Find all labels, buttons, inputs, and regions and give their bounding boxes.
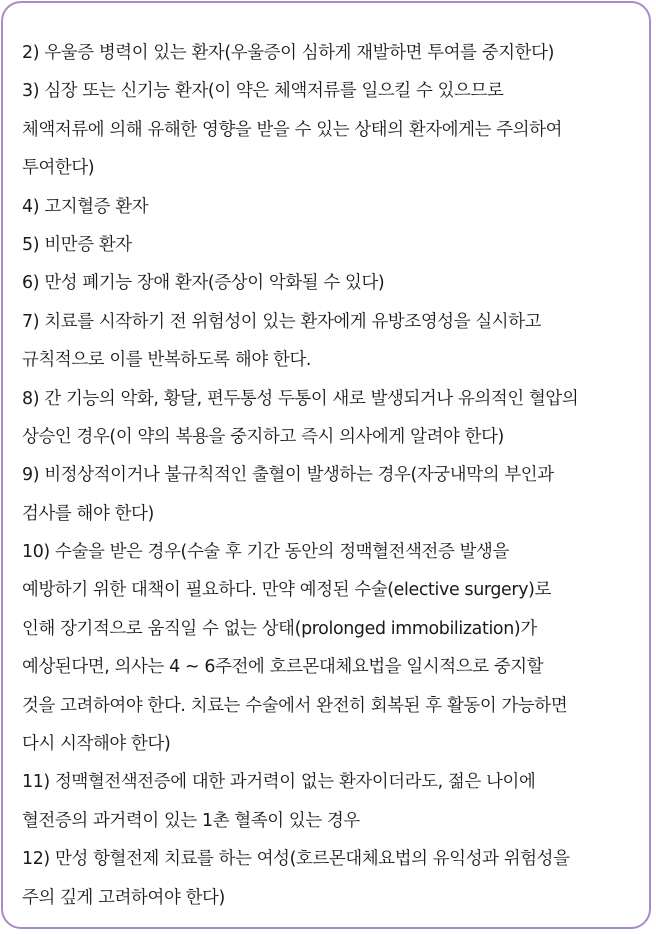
text-line: 2) 우울증 병력이 있는 환자(우울증이 심하게 재발하면 투여를 중지한다)	[22, 43, 555, 63]
text-line: 10) 수술을 받은 경우(수술 후 기간 동안의 정맥혈전색전증 발생을	[22, 542, 509, 563]
text-line: 11) 정맥혈전색전증에 대한 과거력이 없는 환자이더라도, 젊은 나이에	[22, 772, 536, 793]
text-line: 3) 심장 또는 신기능 환자(이 약은 체액저류를 일으킬 수 있으므로	[22, 81, 504, 102]
text-line: 상승인 경우(이 약의 복용을 중지하고 즉시 의사에게 알려야 한다)	[22, 426, 504, 447]
text-line: 예상된다면, 의사는 4 ~ 6주전에 호르몬대체요법을 일시적으로 중지할	[22, 657, 544, 678]
text-line: 9) 비정상적이거나 불규칙적인 출혈이 발생하는 경우(자궁내막의 부인과	[22, 465, 554, 486]
text-line: 7) 치료를 시작하기 전 위험성이 있는 환자에게 유방조영성을 실시하고	[22, 311, 542, 332]
precaution-list	[22, 34, 642, 917]
text-line: 주의 깊게 고려하여야 한다)	[22, 887, 225, 908]
text-line: 12) 만성 항혈전제 치료를 하는 여성(호르몬대체요법의 유익성과 위험성을	[22, 849, 570, 870]
text-line: 4) 고지혈증 환자	[22, 196, 149, 217]
text-line: 검사를 해야 한다)	[22, 503, 154, 524]
text-line: 다시 시작해야 한다)	[22, 734, 171, 755]
text-panel	[1, 1, 651, 929]
text-line: 체액저류에 의해 유해한 영향을 받을 수 있는 상태의 환자에게는 주의하여	[22, 119, 563, 140]
text-line: 투여한다)	[22, 158, 95, 179]
text-line: 규칙적으로 이를 반복하도록 해야 한다.	[22, 350, 312, 371]
text-line: 5) 비만증 환자	[22, 234, 132, 255]
text-line: 예방하기 위한 대책이 필요하다. 만약 예정된 수술(elective surgery)로	[22, 580, 552, 601]
text-line: 혈전증의 과거력이 있는 1촌 혈족이 있는 경우	[22, 810, 360, 831]
text-line: 것을 고려하여야 한다. 치료는 수술에서 완전히 회복된 후 활동이 가능하면	[22, 695, 568, 716]
text-line: 8) 간 기능의 악화, 황달, 편두통성 두통이 새로 발생되거나 유의적인 혈압의	[22, 388, 579, 409]
text-line: 6) 만성 폐기능 장애 환자(증상이 악화될 수 있다)	[22, 273, 385, 294]
text-line: 인해 장기적으로 움직일 수 없는 상태(prolonged immobilization)가	[22, 618, 537, 639]
